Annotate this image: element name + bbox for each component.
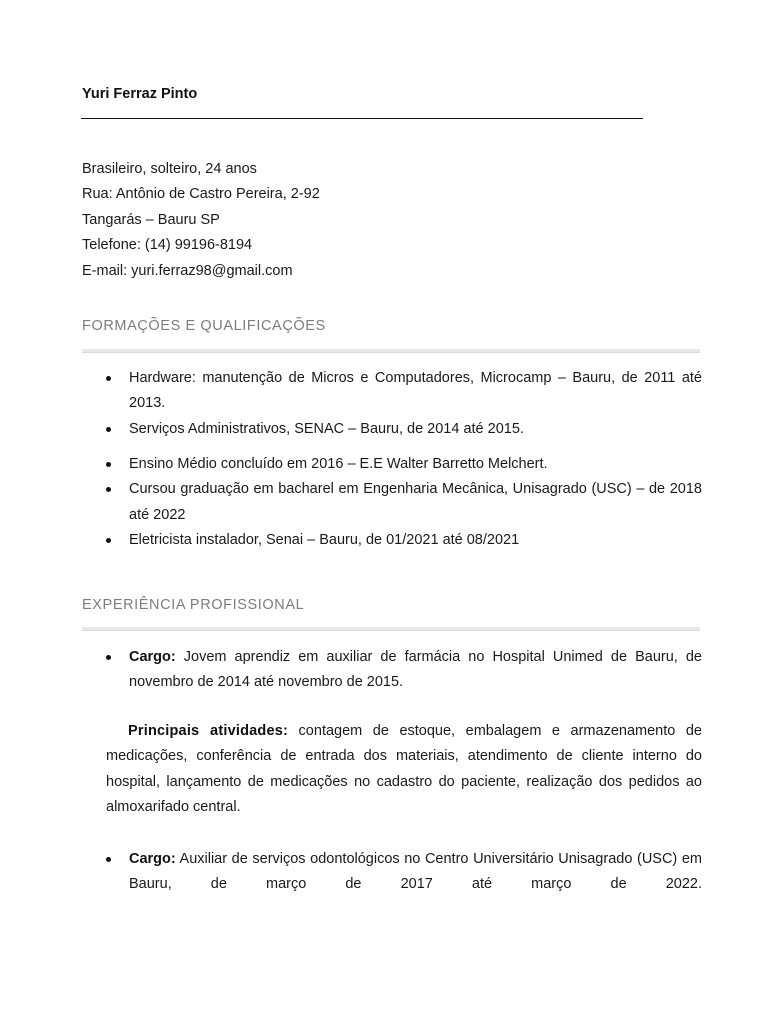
bullet-icon: [106, 857, 111, 862]
list-item: [106, 417, 702, 442]
list-item: [106, 452, 702, 477]
job-1: [106, 645, 702, 696]
contact-block: [82, 157, 320, 284]
bullet-icon: [106, 487, 111, 492]
city-line: Tangarás – Bauru SP: [82, 211, 220, 228]
list-item: [106, 645, 702, 696]
personal-info-line: Brasileiro, solteiro, 24 anos: [82, 161, 257, 177]
list-item: [106, 528, 702, 553]
section-divider-formacoes: [82, 349, 700, 353]
activities-paragraph: [106, 719, 702, 821]
job-2: [106, 847, 702, 898]
section-title-experiencia: EXPERIÊNCIA PROFISSIONAL: [82, 597, 305, 613]
bullet-icon: [106, 462, 111, 467]
list-item-text: Eletricista instalador, Senai – Bauru, de 01/2021 até 08/2021: [129, 532, 520, 549]
activities-text: contagem de estoque, embalagem e armazenamento de medicações, conferência de entrada dos materiais, atendimento de cliente interno do hospital, lançamento de medicações no cadastro do paciente, realização dos pedidos ao almoxarifado central.: [106, 723, 702, 816]
bullet-icon: [106, 538, 111, 543]
job-label: Cargo:: [129, 649, 176, 665]
bullet-icon: [106, 376, 111, 381]
job-label: Cargo:: [129, 851, 176, 867]
address-line: Rua: Antônio de Castro Pereira, 2-92: [82, 186, 320, 203]
phone-line: Telefone: (14) 99196-8194: [82, 237, 253, 254]
activities-label: Principais atividades:: [128, 723, 289, 739]
list-item-text: Cursou graduação em bacharel em Engenharia Mecânica, Unisagrado (USC) – de 2018 até 2022: [129, 481, 702, 523]
list-item: [106, 477, 702, 528]
list-item-text: Serviços Administrativos, SENAC – Bauru, de 2014 até 2015.: [129, 420, 524, 437]
formacoes-list-continued: [106, 452, 702, 554]
bullet-icon: [106, 427, 111, 432]
bullet-icon: [106, 655, 111, 660]
section-title-formacoes: FORMAÇÕES E QUALIFICAÇÕES: [82, 318, 326, 334]
list-item-text: Ensino Médio concluído em 2016 – E.E Walter Barretto Melchert.: [129, 456, 548, 472]
list-item-text: Hardware: manutenção de Micros e Computadores, Microcamp – Bauru, de 2011 até 2013.: [129, 370, 702, 412]
name-underline-divider: [81, 118, 643, 119]
job-description: Auxiliar de serviços odontológicos no Centro Universitário Unisagrado (USC) em Bauru, de março de 2017 até março de 2022.: [129, 851, 702, 893]
job-description: Jovem aprendiz em auxiliar de farmácia no Hospital Unimed de Bauru, de novembro de 2014 até novembro de 2015.: [129, 649, 702, 691]
list-item: [106, 366, 702, 417]
section-divider-experiencia: [82, 627, 700, 631]
email-line: E-mail: yuri.ferraz98@gmail.com: [82, 262, 293, 279]
formacoes-list: [106, 366, 702, 442]
list-item: [106, 847, 702, 898]
candidate-name: Yuri Ferraz Pinto: [82, 86, 198, 102]
